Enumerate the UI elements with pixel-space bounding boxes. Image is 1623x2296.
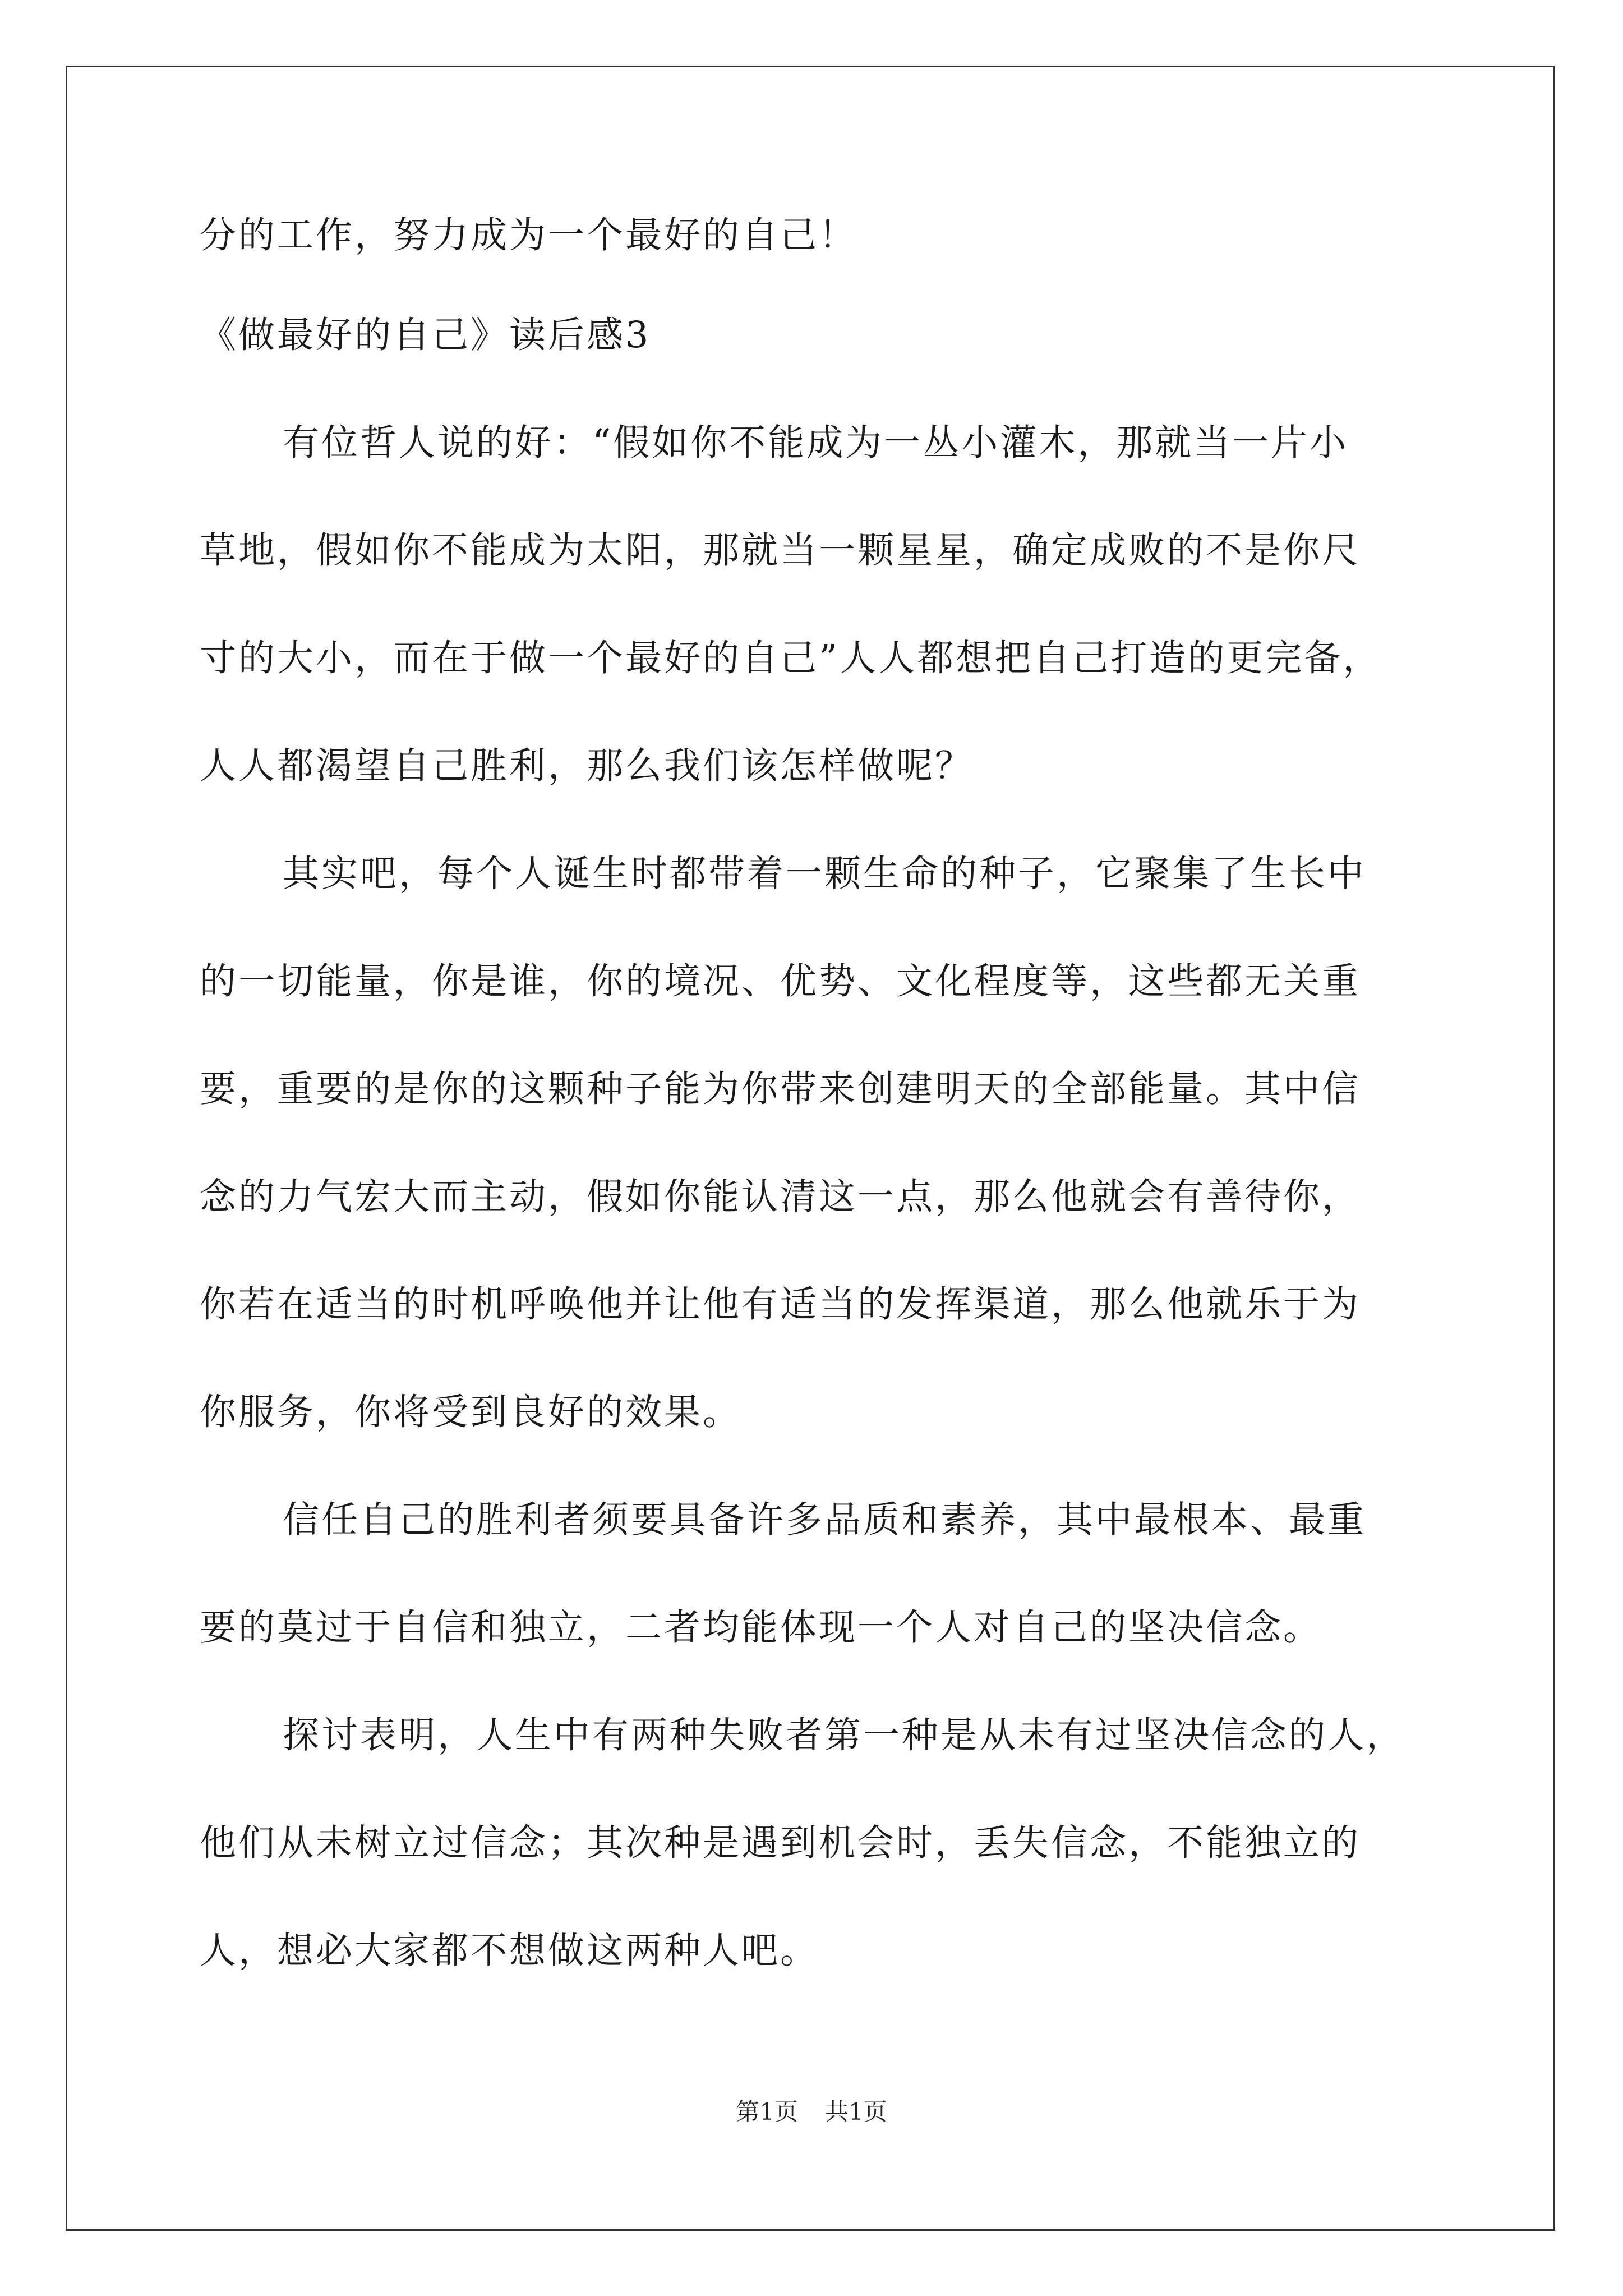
text-line: 其实吧，每个人诞生时都带着一颗生命的种子，它聚集了生长中 — [283, 853, 1367, 895]
text-line: 你服务，你将受到良好的效果。 — [200, 1391, 742, 1433]
text-line: 有位哲人说的好：“假如你不能成为一丛小灌木，那就当一片小 — [283, 422, 1349, 464]
section-heading: 《做最好的自己》读后感3 — [200, 314, 651, 356]
text-line: 草地，假如你不能成为太阳，那就当一颗星星，确定成败的不是你尺 — [200, 530, 1361, 572]
page-border — [66, 66, 1555, 2231]
page-footer — [0, 2095, 1623, 2129]
text-line: 你若在适当的时机呼唤他并让他有适当的发挥渠道，那么他就乐于为 — [200, 1283, 1361, 1326]
page-number: 第1页 — [736, 2098, 798, 2125]
text-line: 要，重要的是你的这颗种子能为你带来创建明天的全部能量。其中信 — [200, 1068, 1361, 1110]
text-line: 人人都渴望自己胜利，那么我们该怎样做呢？ — [200, 745, 974, 787]
page-total: 共1页 — [825, 2098, 887, 2125]
text-line: 他们从未树立过信念；其次种是遇到机会时，丢失信念，不能独立的 — [200, 1822, 1361, 1864]
text-line: 人，想必大家都不想做这两种人吧。 — [200, 1930, 819, 1972]
text-line: 信任自己的胜利者须要具备许多品质和素养，其中最根本、最重 — [283, 1499, 1367, 1541]
text-line: 分的工作，努力成为一个最好的自己！ — [200, 214, 858, 256]
text-line: 寸的大小，而在于做一个最好的自己”人人都想把自己打造的更完备， — [200, 637, 1382, 679]
text-line: 探讨表明，人生中有两种失败者第一种是从未有过坚决信念的人， — [283, 1714, 1405, 1756]
text-line: 念的力气宏大而主动，假如你能认清这一点，那么他就会有善待你， — [200, 1176, 1361, 1218]
text-line: 要的莫过于自信和独立，二者均能体现一个人对自己的坚决信念。 — [200, 1607, 1322, 1649]
text-line: 的一切能量，你是谁，你的境况、优势、文化程度等，这些都无关重 — [200, 960, 1361, 1002]
